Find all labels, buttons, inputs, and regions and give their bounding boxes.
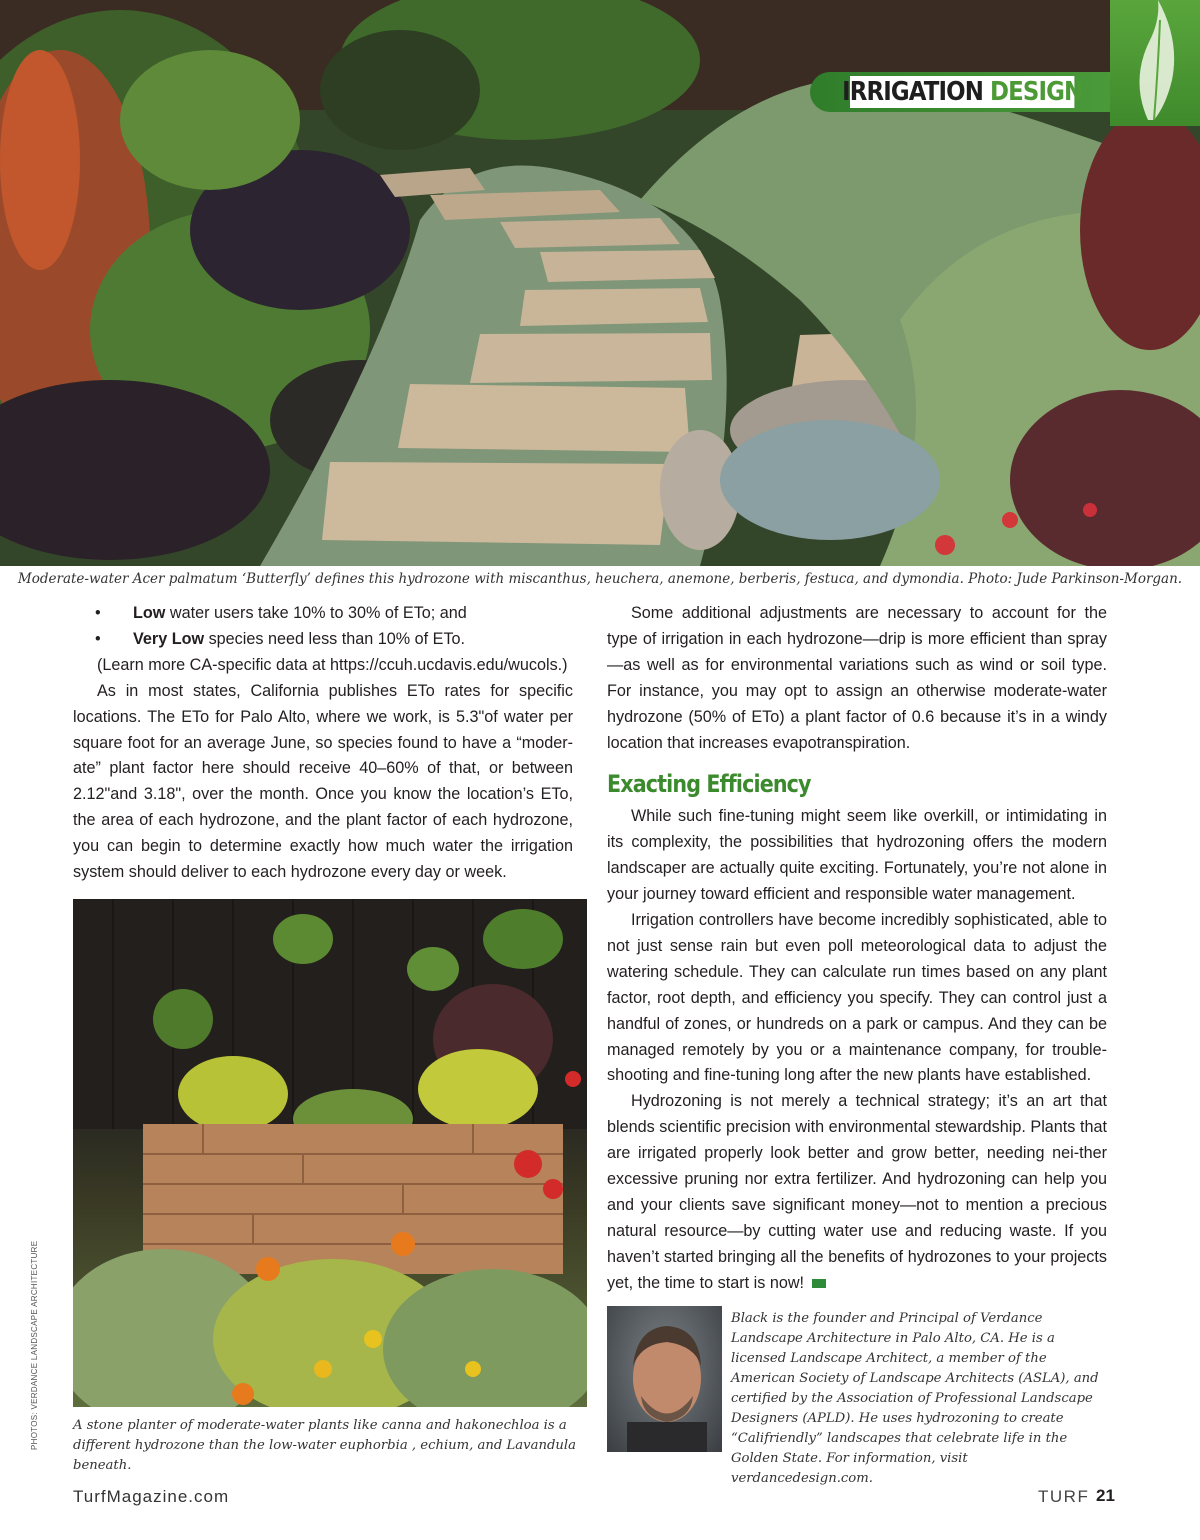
author-portrait xyxy=(607,1306,722,1452)
hero-photo xyxy=(0,0,1200,566)
left-column xyxy=(73,601,573,886)
author-bio: Black is the founder and Principal of Verdance Landscape Architecture in Palo Alto, CA. He is a licensed Landscape Architect, a member of the American Society of Landscape Architects (ASLA), and certified by the Association of Professional Landscape Designers (APLD). He uses hydrozoning to create “Califriendly” landscapes that celebrate life in the Golden State. For information, visit verdancedesign.com. xyxy=(731,1311,1099,1486)
bullet-dot: • xyxy=(95,629,101,648)
paragraph-conclusion xyxy=(607,1089,1107,1296)
section-tab-label xyxy=(842,76,1083,108)
footer-website: TurfMagazine.com xyxy=(73,1487,230,1506)
photo-credit: PHOTOS: VERDANCE LANDSCAPE ARCHITECTURE xyxy=(30,1240,39,1450)
section-label-design: DESIGN xyxy=(990,77,1083,107)
right-column xyxy=(607,601,1107,1297)
bullet-dot: • xyxy=(95,604,101,622)
inset-photo xyxy=(73,899,587,1407)
paragraph-eto: As in most states, California publishes ETo rates for specific locations. The ETo for Palo Alto, where we work, is 5.3"of water per square foot for an average June, so species found to have a “moder-ate” plant factor here should receive 40–60% of that, or between 2.12"and 3.18", over the month. Once you know the location’s ETo, the area of each hydrozone, and the plant factor of each hydrozone, you can begin to determine exactly how much water the irrigation system should deliver to each hydrozone every day or week. xyxy=(73,681,573,882)
bullet-very-low xyxy=(73,627,573,653)
inset-caption: A stone planter of moderate-water plants like canna and hakonechloa is a different hydrozone than the low-water euphorbia , echium, and Lavandula beneath. xyxy=(73,1418,576,1473)
bullet-term: Low xyxy=(133,604,166,622)
stone-planter-illustration xyxy=(73,899,587,1407)
section-tab xyxy=(810,72,1110,112)
bullet-low xyxy=(73,601,573,627)
paragraph-fine-tuning: While such fine-tuning might seem like overkill, or intimidating in its complexity, the possibilities that hydrozoning offers the modern landscaper are actually quite exciting. Fortunately, you’re not alone in your journey toward efficient and responsible water management. xyxy=(607,807,1107,904)
page-number: 21 xyxy=(1096,1486,1115,1505)
leaf-icon xyxy=(1110,0,1200,126)
section-label-irrigation: IRRIGATION xyxy=(842,77,984,107)
conclusion-text: Hydrozoning is not merely a technical strategy; it’s an art that blends scientific precision with environmental stewardship. Plants that are irrigated properly look better and grow better, needing nei-ther excessive pruning nor extra fertilizer. And hydrozoning can help you and your clients save significant money—not to mention a precious natural resource—by cutting water use and reducing waste. If you haven’t started bringing all the benefits of hydrozones to your projects yet, the time to start is now! xyxy=(607,1092,1107,1292)
bullet-text: water users take 10% to 30% of ETo; and xyxy=(165,604,467,622)
learn-more-note: (Learn more CA-specific data at https://ccuh.ucdavis.edu/wucols.) xyxy=(97,655,568,674)
leaf-logo xyxy=(1110,0,1200,126)
footer-magazine-name: TURF xyxy=(1038,1487,1090,1506)
hero-caption: Moderate-water Acer palmatum ‘Butterfly’ defines this hydrozone with miscanthus, heuchera, anemone, berberis, festuca, and dymondia. Photo: Jude Parkinson-Morgan. xyxy=(17,571,1183,587)
paragraph-adjustments: Some additional adjustments are necessary to account for the type of irrigation in each hydrozone—drip is more efficient than spray—as well as for environmental variations such as wind or soil type. For instance, you may opt to assign an otherwise moderate-water hydrozone (50% of ETo) a plant factor of 0.6 because it’s in a windy location that increases evapotranspiration. xyxy=(607,604,1107,752)
section-heading: Exacting Efficiency xyxy=(607,770,811,799)
bullet-term: Very Low xyxy=(133,629,205,648)
bullet-text: species need less than 10% of ETo. xyxy=(204,629,466,648)
paragraph-controllers: Irrigation controllers have become incredibly sophisticated, able to not just sense rain but even poll meteorological data to adjust the watering schedule. They can calculate run times based on any plant factor, root depth, and efficiency you specify. They can control just a handful of zones, or hundreds on a park or campus. And they can be managed remotely by you or a maintenance company, for trouble-shooting and fine-tuning long after the new plants have established. xyxy=(607,910,1107,1085)
end-mark-icon xyxy=(812,1279,826,1288)
author-photo xyxy=(607,1306,722,1452)
